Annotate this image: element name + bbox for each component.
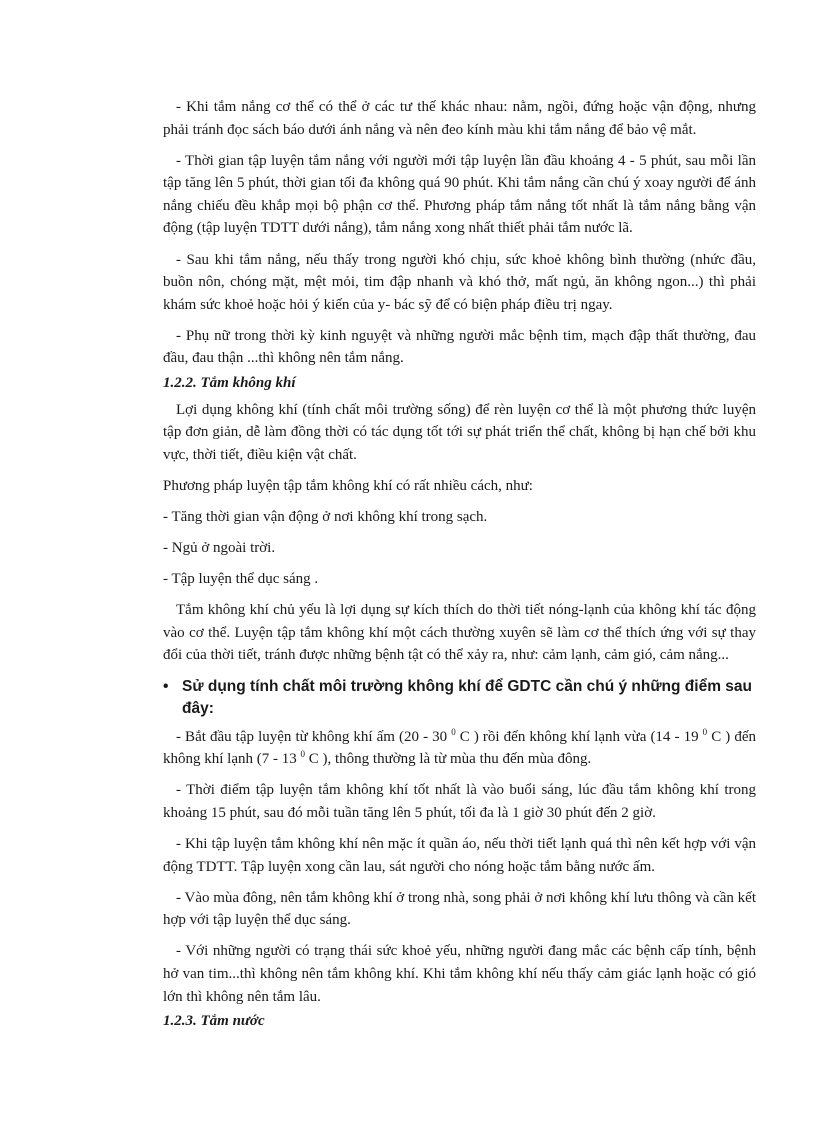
degree-superscript: 0 (451, 726, 456, 737)
paragraph-air-timing: - Thời điểm tập luyện tắm không khí tốt nhất là vào buổi sáng, lúc đầu tắm không khí trong khoảng 15 phút, sau đó mỗi tuần tăng lên 5 phút, tối đa là 1 giờ 30 phút đến 2 giờ. (163, 782, 756, 821)
list-item-method: - Tăng thời gian vận động ở nơi không khí trong sạch. (163, 509, 488, 525)
paragraph-air-contraindications: - Với những người có trạng thái sức khoẻ yếu, những người đang mắc các bệnh cấp tính, bệnh hở van tim...thì không nên tắm không khí. Khi tắm không khí nếu thấy cảm giác lạnh hoặc có gió lớn thì không nên tắm lâu. (163, 943, 756, 1005)
paragraph-air-clothing: - Khi tập luyện tắm không khí nên mặc ít quần áo, nếu thời tiết lạnh quá thì nên kết hợp với vận động TDTT. Tập luyện xong cần lau, sát người cho nóng hoặc tắm bằng nước ấm. (163, 835, 756, 875)
paragraph-air-intro: Lợi dụng không khí (tính chất môi trường sống) để rèn luyện cơ thể là một phương thức luyện tập đơn giản, dễ làm đồng thời có tác dụng tốt tới sự phát triển thể chất, không bị hạn chế bởi khu vực, thời tiết, điều kiện vật chất. (163, 401, 756, 463)
heading-air-bath: 1.2.2. Tắm không khí (163, 375, 296, 392)
paragraph-sun-after: - Sau khi tắm nắng, nếu thấy trong người khó chịu, sức khoẻ không bình thường (nhức đầu, buồn nôn, chóng mặt, mệt mỏi, tim đập nhanh và khó thở, mất ngủ, ăn không ngon...) thì phải khám sức khoẻ hoặc hỏi ý kiến của y- bác sỹ để có biện pháp điều trị ngay. (163, 251, 756, 313)
paragraph-sun-contraindications: - Phụ nữ trong thời kỳ kinh nguyệt và những người mắc bệnh tim, mạch đập thất thường, đau đầu, đau thận ...thì không nên tắm nắng. (163, 327, 756, 367)
degree-superscript: 0 (702, 726, 708, 737)
degree-superscript: 0 (300, 749, 305, 760)
bullet-heading (163, 676, 756, 720)
bullet-icon: • (163, 677, 169, 695)
list-item-method: - Ngủ ở ngoài trời. (163, 540, 276, 557)
paragraph-air-temperature: - Bắt đầu tập luyện từ không khí ấm (20 - 30 $^0$ C ) rồi đến không khí lạnh vừa (14 - 19 $^0$ C ) đến không khí lạnh (7 - 13 $^0$ C ), thông thường là từ mùa thu đến mùa đông. (163, 726, 756, 768)
paragraph-sun-posture: - Khi tắm nắng cơ thể có thể ở các tư thế khác nhau: nằm, ngồi, đứng hoặc vận động, nhưng phải tránh đọc sách báo dưới ánh nắng và nên đeo kính màu khi tắm nắng để bảo vệ mắt. (163, 99, 756, 138)
paragraph-methods-intro: Phương pháp luyện tập tắm không khí có rất nhiều cách, như: (163, 477, 533, 494)
document-page (163, 96, 756, 1037)
heading-water-bath: 1.2.3. Tắm nước (163, 1013, 265, 1030)
bullet-heading-text: Sử dụng tính chất môi trường không khí để GDTC cần chú ý những điểm sau đây: (182, 677, 752, 717)
paragraph-air-winter: - Vào mùa đông, nên tắm không khí ở trong nhà, song phải ở nơi không khí lưu thông và cần kết hợp với tập luyện thể dục sáng. (163, 889, 756, 929)
paragraph-sun-duration: - Thời gian tập luyện tắm nắng với người mới tập luyện lần đầu khoảng 4 - 5 phút, sau mỗi lần tập tăng lên 5 phút, thời gian tối đa không quá 90 phút. Khi tắm nắng cần chú ý xoay người để ánh nắng chiếu đều khắp mọi bộ phận cơ thể. Phương pháp tắm nắng tốt nhất là tắm nắng bằng vận động (tập luyện TDTT dưới nắng), tắm nắng xong nhất thiết phải tắm nước lã. (163, 152, 756, 237)
list-item-method: - Tập luyện thể dục sáng . (163, 571, 319, 588)
paragraph-air-effect: Tắm không khí chủ yếu là lợi dụng sự kích thích do thời tiết nóng-lạnh của không khí tác động vào cơ thể. Luyện tập tắm không khí một cách thường xuyên sẽ làm cơ thể thích ứng với sự thay đổi của thời tiết, tránh được những bệnh tật có thể xảy ra, như: cảm lạnh, cảm gió, cảm nắng... (163, 602, 756, 664)
